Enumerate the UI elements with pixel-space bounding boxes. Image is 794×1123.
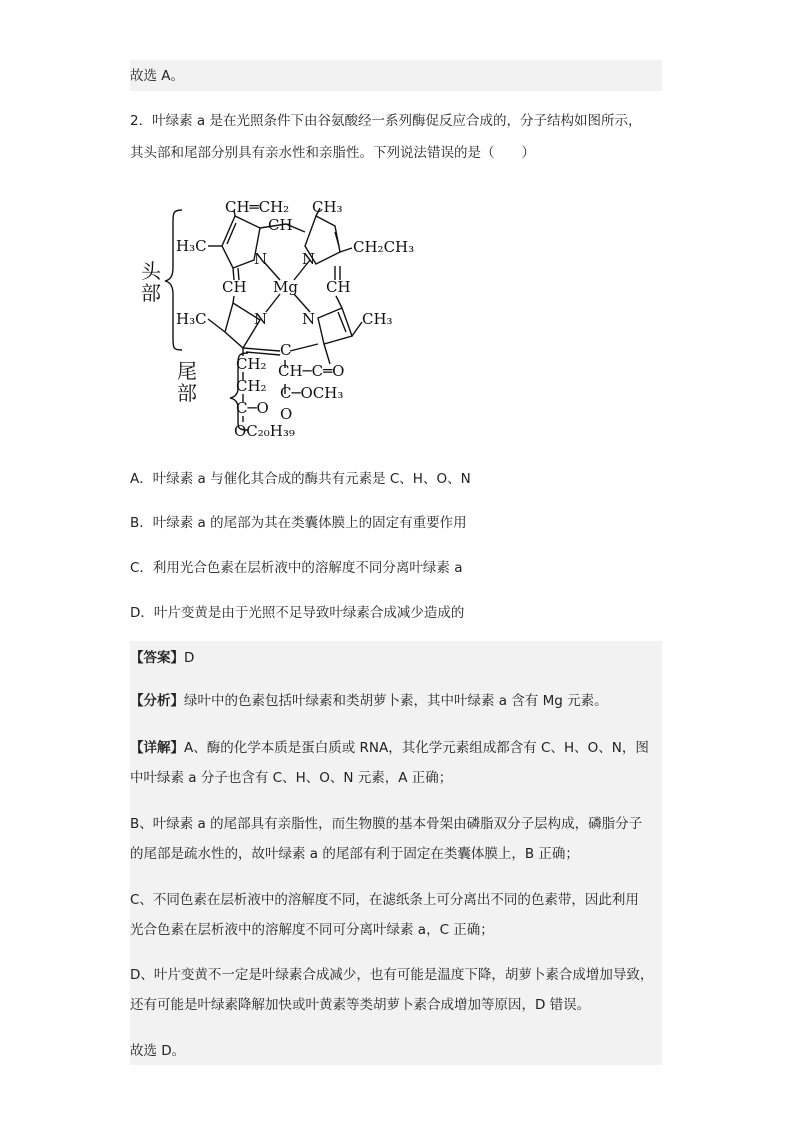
magnesium-center: Mg	[273, 278, 298, 296]
detail-c-line-1: C、不同色素在层析液中的溶解度不同，在滤纸条上可分离出不同的色素带，因此利用	[130, 892, 639, 908]
h3c-bottom-left: H₃C	[176, 310, 207, 328]
ester-oxygen: O	[280, 405, 293, 423]
ethyl-group: CH₂CH₃	[353, 238, 415, 256]
analysis-text: 绿叶中的色素包括叶绿素和类胡萝卜素，其中叶绿素 a 含有 Mg 元素。	[184, 693, 608, 709]
phytol-chain: OC₂₀H₃₉	[234, 422, 295, 440]
detail-c-line-2: 光合色素在层析液中的溶解度不同可分离叶绿素 a，C 正确；	[130, 922, 494, 938]
ch2-second: CH₂	[236, 377, 267, 395]
ch-ketone: CH─C═O	[278, 362, 345, 380]
answer-line	[130, 647, 662, 669]
carbonyl-o: C─O	[236, 399, 269, 417]
vinyl-group: CH═CH₂	[225, 198, 290, 216]
answer-text: D	[184, 650, 195, 666]
ch3-right: CH₃	[362, 310, 393, 328]
nitrogen-2: N	[302, 250, 316, 268]
chlorophyll-structure-figure	[130, 188, 460, 443]
analysis-label: 【分析】	[130, 693, 184, 709]
final-answer-line: 故选 D。	[130, 1043, 186, 1059]
ch-right-bridge: CH	[326, 278, 351, 296]
detail-b-line-1: B、叶绿素 a 的尾部具有亲脂性，而生物膜的基本骨架由磷脂双分子层构成，磷脂分子	[130, 816, 643, 832]
nitrogen-1: N	[254, 250, 268, 268]
detail-a-line-1	[130, 737, 662, 759]
option-c: C．利用光合色素在层析液中的溶解度不同分离叶绿素 a	[130, 560, 463, 576]
c-bridge: C	[280, 341, 292, 359]
option-b: B．叶绿素 a 的尾部为其在类囊体膜上的固定有重要作用	[130, 515, 467, 531]
detail-b-line-2: 的尾部是疏水性的，故叶绿素 a 的尾部有利于固定在类囊体膜上，B 正确；	[130, 846, 579, 862]
detail-label: 【详解】	[130, 740, 184, 756]
option-a: A．叶绿素 a 与催化其合成的酶共有元素是 C、H、O、N	[130, 471, 471, 487]
question-line-1: 2．叶绿素 a 是在光照条件下由谷氨酸经一系列酶促反应合成的，分子结构如图所示，	[130, 113, 642, 129]
detail-d-line-1: D、叶片变黄不一定是叶绿素合成减少，也有可能是温度下降，胡萝卜素合成增加导致，	[130, 967, 654, 983]
detail-a-text-1: A、酶的化学本质是蛋白质或 RNA，其化学元素组成都含有 C、H、O、N，图	[184, 740, 649, 756]
ch-left-bridge: CH	[222, 278, 247, 296]
detail-d-line-2: 还有可能是叶绿素降解加快或叶黄素等类胡萝卜素合成增加等原因，D 错误。	[130, 997, 591, 1013]
head-label-2: 部	[141, 281, 161, 305]
ester-methoxy: C─OCH₃	[280, 384, 344, 402]
option-d: D．叶片变黄是由于光照不足导致叶绿素合成减少造成的	[130, 605, 465, 621]
head-label-1: 头	[141, 259, 161, 283]
analysis-line	[130, 690, 662, 712]
h3c-top-left: H₃C	[176, 237, 207, 255]
ch2-first: CH₂	[236, 355, 267, 373]
tail-label-1: 尾	[177, 359, 197, 383]
answer-label: 【答案】	[130, 650, 184, 666]
tail-label-2: 部	[177, 381, 197, 405]
detail-a-line-2: 中叶绿素 a 分子也含有 C、H、O、N 元素，A 正确；	[130, 770, 453, 786]
ch-top-bridge: CH	[268, 216, 293, 234]
nitrogen-3: N	[254, 310, 268, 328]
ch3-top: CH₃	[312, 198, 343, 216]
question-line-2: 其头部和尾部分别具有亲水性和亲脂性。下列说法错误的是（ ）	[130, 145, 535, 161]
prev-answer-line: 故选 A。	[130, 68, 185, 84]
nitrogen-4: N	[302, 310, 316, 328]
